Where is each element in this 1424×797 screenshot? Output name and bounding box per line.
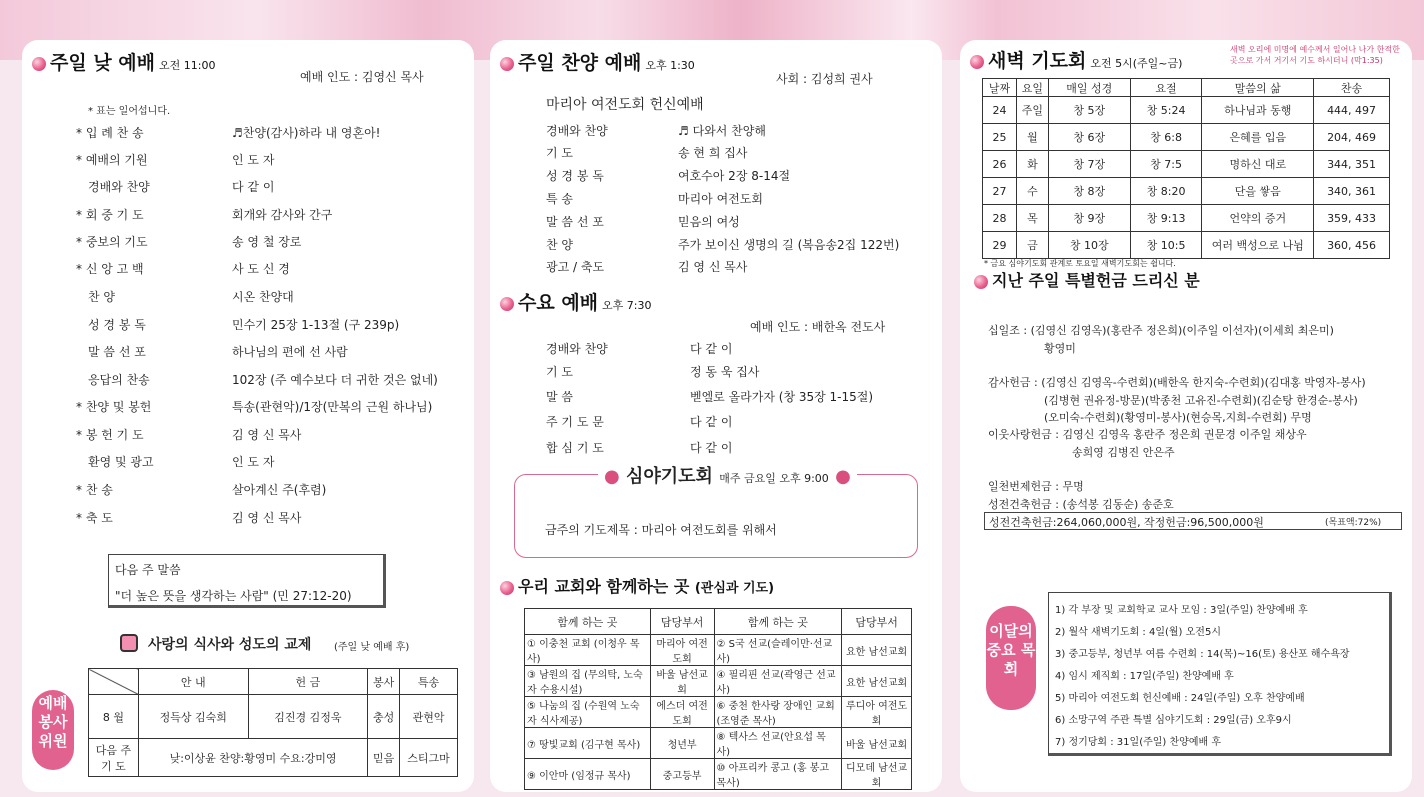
table-cell: 명하신 대로 — [1202, 151, 1314, 178]
praise-heading: 주일 찬양 예배 오후 1:30 — [500, 48, 695, 75]
neighbor-offering: 이웃사랑헌금 : 김영신 김영옥 홍란주 정은희 권문경 이주일 채상우 — [988, 428, 1307, 441]
mission-table — [524, 608, 912, 790]
table-cell: ⑧ 텍사스 선교(안요섭 목사) — [714, 728, 842, 759]
sunday-morning-heading: 주일 낮 예배 오전 11:00 — [32, 48, 215, 75]
table-cell: 359, 433 — [1314, 205, 1390, 232]
table-cell: 344, 351 — [1314, 151, 1390, 178]
table-cell: 340, 361 — [1314, 178, 1390, 205]
table-cell: 정득상 김숙희 — [138, 695, 248, 739]
table-cell: 화 — [1016, 151, 1048, 178]
table-cell: 창 8장 — [1048, 178, 1130, 205]
table-cell: 360, 456 — [1314, 232, 1390, 259]
table-cell: 25 — [983, 124, 1017, 151]
table-cell: ④ 필리핀 선교(곽영근 선교사) — [714, 666, 842, 697]
pink-bullet-icon — [32, 57, 46, 71]
event-item: 3) 중고등부, 청년부 여름 수련회 : 14(목)~16(토) 용산포 해수욕장 — [1055, 649, 1350, 660]
table-cell: 요한 남선교회 — [842, 635, 912, 666]
table-header: 안 내 — [138, 669, 248, 695]
table-cell: 루디아 여전도회 — [842, 697, 912, 728]
table-header: 찬송 — [1314, 79, 1390, 97]
service-leader: 예배 인도 : 김영신 목사 — [300, 70, 424, 84]
pink-bullet-icon — [970, 55, 984, 69]
table-cell: 믿음 — [368, 739, 400, 777]
table-cell: 낮:이상윤 찬양:황영미 수요:강미영 — [138, 739, 367, 777]
table-cell: 28 — [983, 205, 1017, 232]
table-cell: 관현악 — [400, 695, 458, 739]
table-header: 날짜 — [983, 79, 1017, 97]
thanks-offering: 감사헌금 : (김영신 김영옥-수련회)(배한옥 한지숙-수련회)(김대홍 박영자-봉사) — [988, 376, 1366, 389]
tithe-list: 십일조 : (김영신 김영옥)(홍란주 정은희)(이주일 이선자)(이세희 최은미) — [988, 324, 1334, 337]
thanks-offering-cont: (김병현 권유정-방문)(박종천 고유진-수련회)(김순탕 한경순-봉사) — [1044, 394, 1358, 407]
offering-heading: 지난 주일 특별헌금 드리신 분 — [974, 268, 1200, 291]
table-cell: 마리아 여전도회 — [650, 635, 714, 666]
sunday-morning-panel: 주일 낮 예배 오전 11:00 예배 인도 : 김영신 목사 * 표는 일어섭니다. * 입 례 찬 송 ♬찬양(감사)하라 내 영혼아! * 예배의 기원 인 도 자 경배와 찬양 다 같 이 * 회 중 기 도 회개와 감사와 간구 * 중보의 기도 송 영 철 장로 * 신 앙 고 백 사 도 신 경 찬 양 시온 찬양대 성 경 봉 독 민수기 25장 1-13절 (구 239p) 말 씀 선 포 하나님의 편에 선 사람 응답의 찬송 102장 (주 예수보다 더 귀한 것은 없네) * 찬양 및 봉헌 특송(관현악)/1장(만복의 근원 하나님) * 봉 헌 기 도 김 영 신 목사 환영 및 광고 인 도 자 * 찬 송 살아계신 주(후렴) * 축 도 김 영 신 목사 다음 주 말씀 "더 높은 뜻을 생각하는 사람" (민 27:12-20) 사랑의 식사와 성도의 교제 (주일 낮 예배 후) 안 내 헌 금 봉사 특송 8 월 정득상 김숙희 김진경 김정욱 충성 관현악 다음 주 기 도 낮:이상윤 찬양:황영미 수요:강미영 믿음 스티그마 — [22, 40, 474, 792]
tithe-list-cont: 황영미 — [1044, 342, 1076, 355]
event-item: 6) 소망구역 주관 특별 심야기도회 : 29일(금) 오후9시 — [1055, 715, 1292, 726]
table-cell: ⑩ 아프리카 콩고 (홍 봉고 목사) — [714, 759, 842, 790]
event-item: 1) 각 부장 및 교회학교 교사 모임 : 3일(주일) 찬양예배 후 — [1055, 605, 1308, 616]
pink-bullet-icon — [500, 297, 514, 311]
table-cell: 단을 쌓음 — [1202, 178, 1314, 205]
table-cell: ⑥ 중천 한사랑 장애인 교회 (조영준 목사) — [714, 697, 842, 728]
wednesday-heading: 수요 예배 오후 7:30 — [500, 288, 651, 315]
table-cell: 바울 남선교회 — [650, 666, 714, 697]
table-header: 담당부서 — [650, 609, 714, 635]
table-header: 담당부서 — [842, 609, 912, 635]
night-prayer-topic: 금주의 기도제목 : 마리아 여전도회를 위해서 — [545, 523, 777, 537]
table-cell: 월 — [1016, 124, 1048, 151]
table-cell: 204, 469 — [1314, 124, 1390, 151]
dawn-heading: 새벽 기도회 오전 5시(주일~금) — [970, 46, 1182, 73]
table-cell: 29 — [983, 232, 1017, 259]
dawn-prayer-panel — [960, 40, 1412, 792]
table-header: 함께 하는 곳 — [525, 609, 651, 635]
pink-bullet-icon — [500, 581, 514, 595]
dawn-schedule-table — [982, 78, 1390, 259]
table-cell: 창 9장 — [1048, 205, 1130, 232]
table-header: 말씀의 삶 — [1202, 79, 1314, 97]
fellowship-title: 사랑의 식사와 성도의 교제 — [148, 637, 312, 653]
next-week-word: "더 높은 뜻을 생각하는 사람" (민 27:12-20) — [115, 589, 352, 603]
table-header: 요일 — [1016, 79, 1048, 97]
apple-icon — [120, 634, 138, 652]
table-cell: 주일 — [1016, 97, 1048, 124]
table-cell: 창 10:5 — [1130, 232, 1202, 259]
fellowship-subtitle: (주일 낮 예배 후) — [334, 642, 410, 653]
monthly-events-tag: 이달의 중요 목회 — [986, 606, 1036, 710]
table-cell: 언약의 증거 — [1202, 205, 1314, 232]
mission-heading: 우리 교회와 함께하는 곳 (관심과 기도) — [500, 574, 774, 597]
table-header: 매일 성경 — [1048, 79, 1130, 97]
table-cell: 충성 — [368, 695, 400, 739]
table-cell: ⑤ 나눔의 집 (수원역 노숙자 식사제공) — [525, 697, 651, 728]
table-cell: 스티그마 — [400, 739, 458, 777]
table-cell: 창 7:5 — [1130, 151, 1202, 178]
table-cell: ② S국 선교(슬레이만·선교사) — [714, 635, 842, 666]
table-cell: 창 6:8 — [1130, 124, 1202, 151]
standing-note: * 표는 일어섭니다. — [88, 106, 171, 117]
table-cell: 다음 주 기 도 — [89, 739, 139, 777]
neighbor-offering-cont: 송희영 김병진 안은주 — [1072, 446, 1175, 459]
table-cell: 24 — [983, 97, 1017, 124]
table-cell: 하나님과 동행 — [1202, 97, 1314, 124]
table-cell: 디모데 남선교회 — [842, 759, 912, 790]
table-cell: 창 7장 — [1048, 151, 1130, 178]
building-total-box — [984, 512, 1402, 530]
table-cell: 김진경 김정욱 — [248, 695, 368, 739]
monthly-events-box — [1048, 592, 1392, 756]
table-cell: 8 월 — [89, 695, 139, 739]
next-week-word-label: 다음 주 말씀 — [115, 563, 181, 577]
building-offering: 성전건축헌금 : (송석봉 김동순) 송준호 — [988, 498, 1174, 511]
dawn-verse: 새벽 오리에 미명에 예수께서 일어나 나가 한적한 곳으로 가서 거기서 기도 하시더니 (막1:35) — [1230, 45, 1400, 65]
table-cell: 27 — [983, 178, 1017, 205]
table-cell: ③ 남원의 집 (무의탁, 노숙자 수용시설) — [525, 666, 651, 697]
pink-bullet-icon — [974, 275, 988, 289]
event-item: 7) 정기당회 : 31일(주일) 찬양예배 후 — [1055, 737, 1221, 748]
night-prayer-title: ● 심야기도회 매주 금요일 오후 9:00 ● — [598, 462, 857, 488]
table-cell: 창 5:24 — [1130, 97, 1202, 124]
table-cell: 청년부 — [650, 728, 714, 759]
table-cell: 444, 497 — [1314, 97, 1390, 124]
pink-bullet-icon — [500, 57, 514, 71]
event-item: 2) 월삭 새벽기도회 : 4일(월) 오전5시 — [1055, 627, 1221, 638]
table-header: 요절 — [1130, 79, 1202, 97]
table-cell: 요한 남선교회 — [842, 666, 912, 697]
dawn-note: * 금요 심야기도회 관계로 토요일 새벽기도회는 쉽니다. — [984, 259, 1176, 268]
table-cell: 금 — [1016, 232, 1048, 259]
wednesday-leader: 예배 인도 : 배한옥 전도사 — [750, 320, 886, 334]
table-corner — [89, 669, 139, 695]
table-cell: 바울 남선교회 — [842, 728, 912, 759]
table-cell: 중고등부 — [650, 759, 714, 790]
table-cell: 창 9:13 — [1130, 205, 1202, 232]
praise-subtitle: 마리아 여전도회 헌신예배 — [546, 97, 704, 113]
table-cell: 여러 백성으로 나뉨 — [1202, 232, 1314, 259]
service-committee-tag: 예배 봉사 위원 — [32, 690, 74, 770]
daily-offering: 일천번제헌금 : 무명 — [988, 480, 1084, 493]
table-cell: 목 — [1016, 205, 1048, 232]
table-header: 함께 하는 곳 — [714, 609, 842, 635]
table-cell: ⑨ 이안마 (임정규 목사) — [525, 759, 651, 790]
table-cell: 은혜를 입음 — [1202, 124, 1314, 151]
table-header: 헌 금 — [248, 669, 368, 695]
table-cell: ⑦ 땅빛교회 (김구현 목사) — [525, 728, 651, 759]
praise-leader: 사회 : 김성희 권사 — [776, 72, 873, 86]
table-header: 특송 — [400, 669, 458, 695]
table-header: 봉사 — [368, 669, 400, 695]
sunday-praise-panel: 주일 찬양 예배 오후 1:30 사회 : 김성희 권사 마리아 여전도회 헌신예배 경배와 찬양 ♬ 다와서 찬양해 기 도 송 현 희 집사 성 경 봉 독 여호수아 2장 8-14절 특 송 마리아 여전도회 말 씀 선 포 믿음의 여성 찬 양 주가 보이신 생명의 길 (복음송2집 122번) 광고 / 축도 김 영 신 목사 수요 예배 오후 7:30 예배 인도 : 배한옥 전도사 경배와 찬양 다 같 이 기 도 정 동 욱 집사 말 씀 벧엘로 올라가자 (창 35장 1-15절) 주 기 도 문 다 같 이 합 심 기 도 다 같 이 금주의 기도제목 : 마리아 여전도회를 위해서 ● 심야기도회 매주 금요일 오후 9:00 ● 우리 교회와 함께하는 곳 (관심과 기도) 함께 하는 곳 담당부서 함께 하는 곳 담당부서 ① 이충천 교회 (이청우 목사) 마리아 여전도회 ② S국 선교(슬레이만·선교사) 요한 남선교회 ③ 남원의 집 (무의탁, 노숙자 수용시설) 바울 남선교회 ④ 필리핀 선교(곽영근 선교사) 요한 남선교회 ⑤ 나눔의 집 (수원역 노숙자 식사제공) 에스더 여전도회 ⑥ 중천 한사랑 장애인 교회 (조영준 목사) 루디아 여전도회 ⑦ 땅빛교회 (김구현 목사) 청년부 ⑧ 텍사스 선교(안요섭 목사) 바울 남선교회 ⑨ 이안마 (임정규 목사) 중고등부 ⑩ 아프리카 콩고 (홍 봉고 목사) 디모데 남선교회 — [490, 40, 942, 792]
table-cell: 창 6장 — [1048, 124, 1130, 151]
table-cell: 창 10장 — [1048, 232, 1130, 259]
building-goal: (목표액:72%) — [1325, 518, 1382, 528]
thanks-offering-cont: (오미숙-수련회)(황영미-봉사)(현승목,지희-수련회) 무명 — [1044, 411, 1312, 424]
event-item: 4) 임시 제직회 : 17일(주일) 찬양예배 후 — [1055, 671, 1234, 682]
table-cell: 창 8:20 — [1130, 178, 1202, 205]
table-cell: 에스더 여전도회 — [650, 697, 714, 728]
building-total: 성전건축헌금:264,060,000원, 작정헌금:96,500,000원 — [989, 516, 1264, 529]
service-committee-table — [88, 668, 458, 777]
table-cell: 창 5장 — [1048, 97, 1130, 124]
event-item: 5) 마리아 여전도회 헌신예배 : 24일(주일) 오후 찬양예배 — [1055, 693, 1305, 704]
table-cell: 수 — [1016, 178, 1048, 205]
next-week-word-box — [108, 554, 386, 608]
table-cell: ① 이충천 교회 (이청우 목사) — [525, 635, 651, 666]
table-cell: 26 — [983, 151, 1017, 178]
